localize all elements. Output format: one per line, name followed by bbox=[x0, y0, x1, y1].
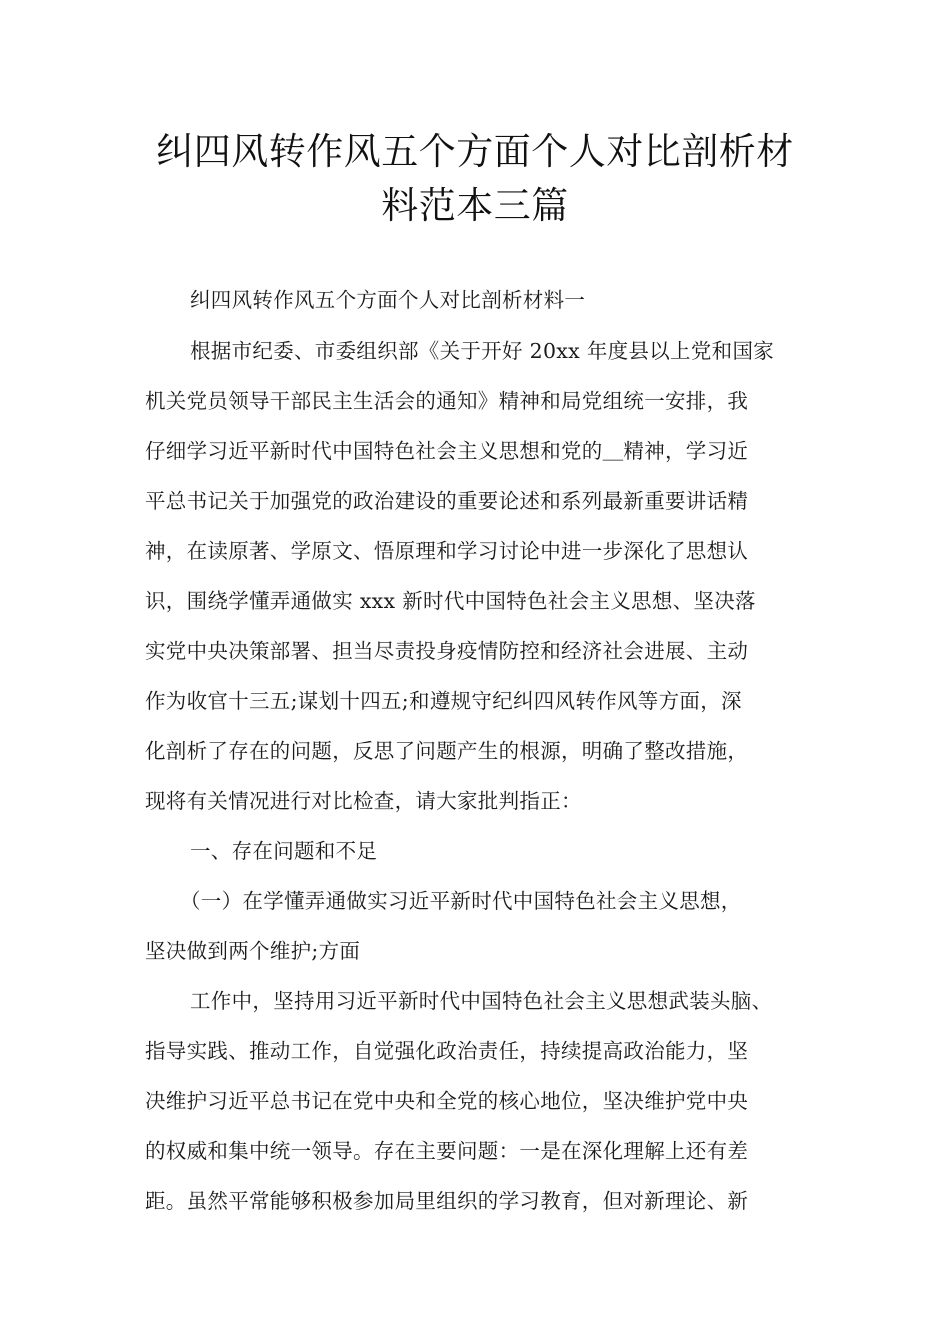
paragraph-line: 平总书记关于加强党的政治建设的重要论述和系列最新重要讲话精 bbox=[145, 489, 749, 513]
paragraph-line: 决维护习近平总书记在党中央和全党的核心地位，坚决维护党中央 bbox=[145, 1089, 749, 1113]
paragraph-line: 化剖析了存在的问题，反思了问题产生的根源，明确了整改措施， bbox=[145, 739, 749, 763]
document-title-line-2: 料范本三篇 bbox=[381, 184, 569, 227]
subsection-heading-line: （一）在学懂弄通做实习近平新时代中国特色社会主义思想， bbox=[180, 889, 742, 913]
document-title-line-1: 纠四风转作风五个方面个人对比剖析材 bbox=[156, 130, 794, 173]
paragraph-line: 机关党员领导干部民主生活会的通知》精神和局党组统一安排，我 bbox=[145, 389, 749, 413]
paragraph-line: 实党中央决策部署、担当尽责投身疫情防控和经济社会进展、主动 bbox=[145, 639, 749, 663]
paragraph-line: 的权威和集中统一领导。存在主要问题：一是在深化理解上还有差 bbox=[145, 1139, 749, 1163]
paragraph-line: 距。虽然平常能够积极参加局里组织的学习教育，但对新理论、新 bbox=[145, 1189, 749, 1213]
paragraph-line: 现将有关情况进行对比检查，请大家批判指正： bbox=[145, 789, 582, 813]
paragraph-line: 根据市纪委、市委组织部《关于开好 20xx 年度县以上党和国家 bbox=[190, 339, 775, 363]
paragraph-line: 工作中，坚持用习近平新时代中国特色社会主义思想武装头脑、 bbox=[190, 989, 773, 1013]
paragraph-line: 作为收官十三五;谋划十四五;和遵规守纪纠四风转作风等方面，深 bbox=[145, 689, 742, 713]
subsection-heading-line: 坚决做到两个维护;方面 bbox=[145, 939, 361, 963]
section-heading: 一、存在问题和不足 bbox=[190, 839, 378, 863]
paragraph-line: 指导实践、推动工作，自觉强化政治责任，持续提高政治能力，坚 bbox=[145, 1039, 749, 1063]
paragraph-line: 仔细学习近平新时代中国特色社会主义思想和党的＿精神，学习近 bbox=[145, 439, 749, 463]
section-heading-material-one: 纠四风转作风五个方面个人对比剖析材料一 bbox=[190, 288, 586, 312]
paragraph-line: 神，在读原著、学原文、悟原理和学习讨论中进一步深化了思想认 bbox=[145, 539, 749, 563]
paragraph-line: 识，围绕学懂弄通做实 xxx 新时代中国特色社会主义思想、坚决落 bbox=[145, 589, 756, 613]
